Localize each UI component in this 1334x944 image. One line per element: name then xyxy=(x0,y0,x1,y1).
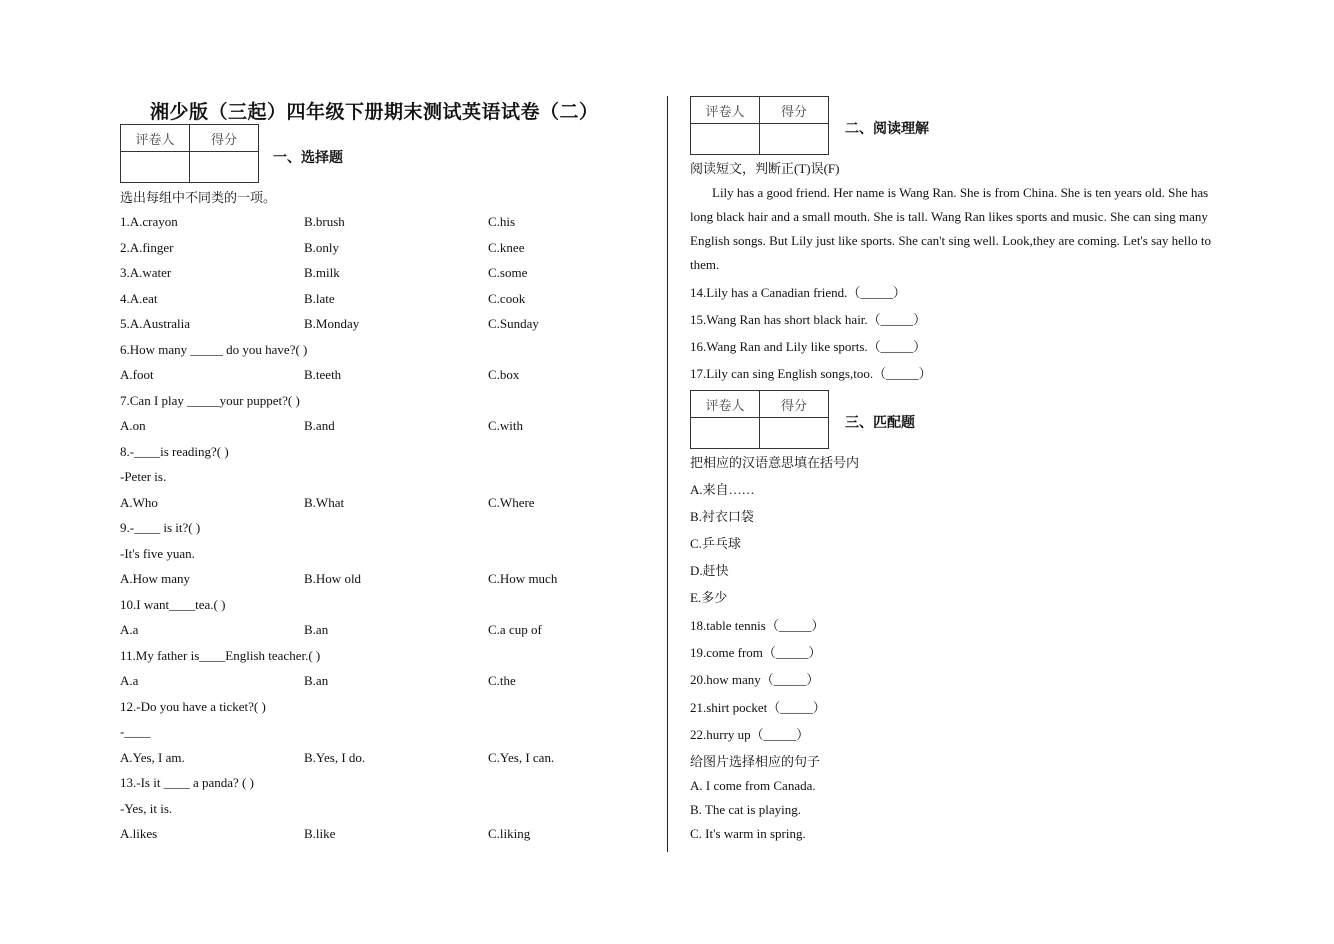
matching-question: 18.table tennis（_____） xyxy=(690,618,825,633)
option-c: C.with xyxy=(488,418,524,433)
reading-passage: Lily has a good friend. Her name is Wang Ran. She is from China. She is ten years old. She has long black hair and a small mouth. She is tall. Wang Ran likes sports and music. She can sing many English songs. But Lily just like sports. She can't sing well. Look,they are coming. Let's say hello to them. xyxy=(690,185,1212,272)
option-a: 2.A.finger xyxy=(120,240,174,255)
question-text: 6.How many _____ do you have?( ) xyxy=(120,342,308,357)
option-b: B.late xyxy=(304,291,335,306)
option-a: A.a xyxy=(120,622,139,637)
score-cell[interactable] xyxy=(760,418,829,449)
score-label: 得分 xyxy=(760,97,829,124)
reading-question: 14.Lily has a Canadian friend.（_____） xyxy=(690,285,906,300)
option-c: C.Sunday xyxy=(488,316,539,331)
matching-question: 19.come from（_____） xyxy=(690,645,822,660)
option-c: C.cook xyxy=(488,291,526,306)
option-c: C.his xyxy=(488,214,516,229)
picture-sentence: B. The cat is playing. xyxy=(690,802,801,817)
option-b: B.Yes, I do. xyxy=(304,750,366,765)
option-b: B.brush xyxy=(304,214,345,229)
option-b: B.How old xyxy=(304,571,362,586)
option-c: C.knee xyxy=(488,240,525,255)
question-text: 10.I want____tea.( ) xyxy=(120,597,226,612)
question-text: -Peter is. xyxy=(120,469,167,484)
page-title: 湘少版（三起）四年级下册期末测试英语试卷（二） xyxy=(150,102,599,123)
option-b: B.like xyxy=(304,826,336,841)
option-c: C.a cup of xyxy=(488,622,542,637)
reading-question: 17.Lily can sing English songs,too.（_____） xyxy=(690,366,932,381)
reading-question: 15.Wang Ran has short black hair.（_____） xyxy=(690,312,927,327)
reading-instruction: 阅读短文，判断正(T)误(F) xyxy=(690,161,840,176)
question-text: -It's five yuan. xyxy=(120,546,195,561)
option-a: A.How many xyxy=(120,571,191,586)
section-heading-choice: 一、选择题 xyxy=(273,150,343,166)
matching-option: D.赶快 xyxy=(690,563,729,578)
column-divider xyxy=(667,96,668,852)
option-a: A.Who xyxy=(120,495,158,510)
grader-cell[interactable] xyxy=(121,152,190,183)
option-a: 3.A.water xyxy=(120,265,172,280)
choice-instruction: 选出每组中不同类的一项。 xyxy=(120,190,277,205)
section-heading-reading: 二、阅读理解 xyxy=(845,121,929,137)
matching-instruction: 把相应的汉语意思填在括号内 xyxy=(690,455,860,470)
option-a: A.foot xyxy=(120,367,154,382)
grader-label: 评卷人 xyxy=(691,391,760,418)
option-a: A.Yes, I am. xyxy=(120,750,185,765)
option-c: C.Where xyxy=(488,495,535,510)
section-heading-matching: 三、匹配题 xyxy=(845,415,915,431)
option-b: B.and xyxy=(304,418,335,433)
question-text: 9.-____ is it?( ) xyxy=(120,520,201,535)
question-text: 11.My father is____English teacher.( ) xyxy=(120,648,321,663)
reading-question: 16.Wang Ran and Lily like sports.（_____） xyxy=(690,339,927,354)
score-cell[interactable] xyxy=(760,124,829,155)
grader-cell[interactable] xyxy=(691,418,760,449)
option-a: A.on xyxy=(120,418,146,433)
score-box-left xyxy=(120,124,259,183)
option-b: B.Monday xyxy=(304,316,360,331)
option-c: C.Yes, I can. xyxy=(488,750,555,765)
score-box-reading xyxy=(690,96,829,155)
score-cell[interactable] xyxy=(190,152,259,183)
picture-sentence: C. It's warm in spring. xyxy=(690,826,806,841)
picture-sentence: A. I come from Canada. xyxy=(690,778,816,793)
matching-question: 22.hurry up（_____） xyxy=(690,727,810,742)
option-a: A.likes xyxy=(120,826,158,841)
option-b: B.What xyxy=(304,495,345,510)
matching-option: C.乒乓球 xyxy=(690,536,741,551)
option-b: B.an xyxy=(304,673,329,688)
option-b: B.milk xyxy=(304,265,340,280)
grader-label: 评卷人 xyxy=(691,97,760,124)
matching-option: A.来自…… xyxy=(690,482,755,497)
score-label: 得分 xyxy=(760,391,829,418)
question-text: 7.Can I play _____your puppet?( ) xyxy=(120,393,300,408)
picture-instruction: 给图片选择相应的句子 xyxy=(690,754,821,769)
option-b: B.an xyxy=(304,622,329,637)
question-text: 13.-Is it ____ a panda? ( ) xyxy=(120,775,254,790)
option-a: 1.A.crayon xyxy=(120,214,178,229)
matching-question: 20.how many（_____） xyxy=(690,672,820,687)
option-b: B.only xyxy=(304,240,340,255)
option-b: B.teeth xyxy=(304,367,342,382)
option-c: C.some xyxy=(488,265,528,280)
option-c: C.How much xyxy=(488,571,558,586)
question-text: 8.-____is reading?( ) xyxy=(120,444,229,459)
matching-question: 21.shirt pocket（_____） xyxy=(690,700,826,715)
score-label: 得分 xyxy=(190,125,259,152)
option-a: 4.A.eat xyxy=(120,291,158,306)
matching-option: E.多少 xyxy=(690,590,728,605)
question-text: 12.-Do you have a ticket?( ) xyxy=(120,699,266,714)
option-a: A.a xyxy=(120,673,139,688)
matching-option: B.衬衣口袋 xyxy=(690,509,754,524)
option-c: C.liking xyxy=(488,826,531,841)
question-text: -____ xyxy=(120,724,151,739)
option-a: 5.A.Australia xyxy=(120,316,191,331)
option-c: C.the xyxy=(488,673,516,688)
grader-cell[interactable] xyxy=(691,124,760,155)
question-text: -Yes, it is. xyxy=(120,801,173,816)
option-c: C.box xyxy=(488,367,520,382)
score-box-matching xyxy=(690,390,829,449)
grader-label: 评卷人 xyxy=(121,125,190,152)
